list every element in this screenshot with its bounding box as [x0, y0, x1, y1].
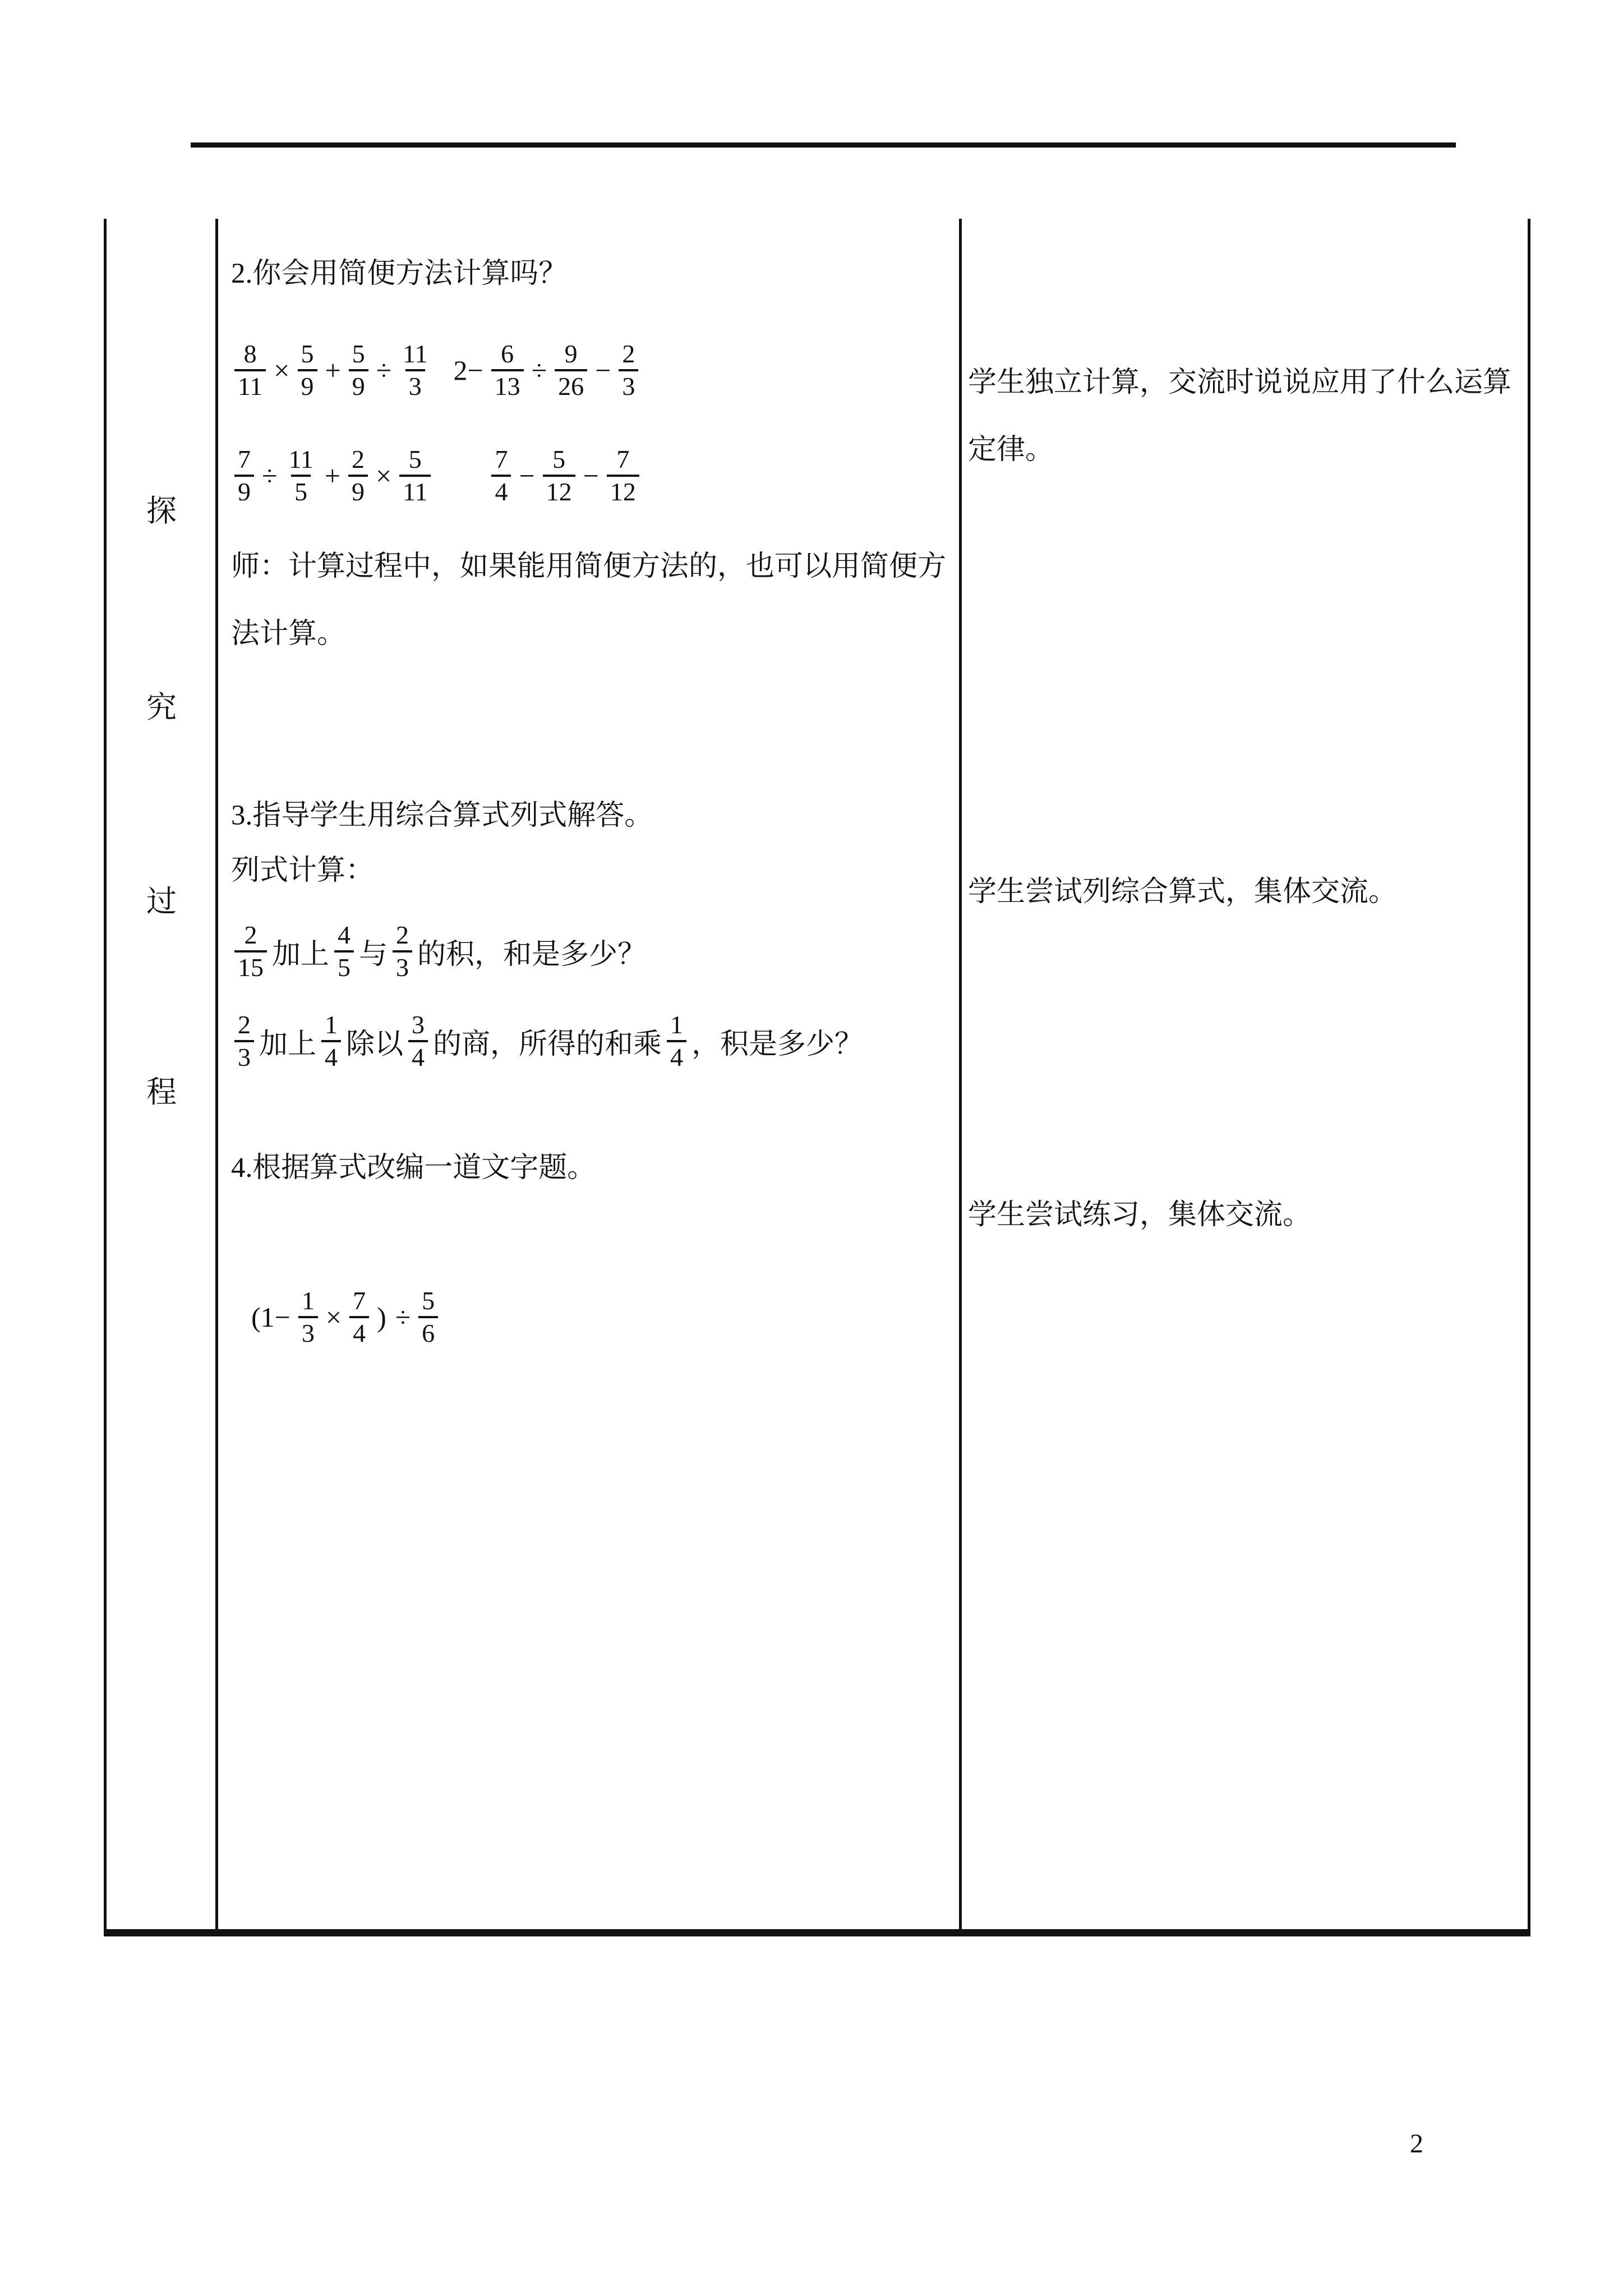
expression-spacer — [434, 370, 449, 371]
fraction — [399, 444, 431, 508]
fraction-numerator: 5 — [552, 444, 566, 473]
fraction-denominator: 12 — [607, 475, 639, 507]
fraction-denominator: 13 — [491, 369, 524, 402]
fraction — [234, 339, 266, 402]
fraction-numerator: 7 — [238, 444, 251, 473]
fraction — [393, 920, 412, 983]
fraction-denominator: 5 — [334, 950, 354, 983]
fraction — [348, 444, 368, 508]
fraction — [399, 339, 431, 402]
fraction-denominator: 11 — [399, 475, 431, 507]
fraction-numerator: 6 — [501, 339, 514, 368]
fraction — [418, 1286, 438, 1349]
fraction-numerator: 5 — [301, 339, 314, 368]
fraction — [607, 444, 639, 508]
fraction-numerator: 1 — [325, 1010, 338, 1039]
fraction-denominator: 15 — [234, 950, 267, 983]
stage-char-4: 程 — [146, 1075, 177, 1109]
expression-text: ) — [377, 1301, 386, 1333]
expression-text: 与 — [359, 939, 388, 970]
fraction — [234, 920, 267, 983]
fraction — [285, 444, 316, 508]
fraction — [298, 339, 317, 402]
expression-text: (1− — [251, 1301, 291, 1333]
fraction — [491, 339, 524, 402]
expression-text: + — [324, 460, 340, 491]
table-border-bottom — [104, 1929, 1530, 1936]
fraction-denominator: 26 — [555, 369, 587, 402]
fraction-denominator: 9 — [348, 475, 368, 507]
student-note-3: 学生尝试练习，集体交流。 — [968, 1199, 1312, 1231]
fraction-denominator: 3 — [405, 369, 425, 402]
table-divider-notes — [959, 219, 962, 1936]
fraction-numerator: 7 — [495, 444, 508, 473]
fraction-denominator: 4 — [491, 475, 511, 507]
fraction — [619, 339, 638, 402]
stage-char-1: 探 — [146, 494, 177, 528]
fraction-denominator: 4 — [349, 1316, 369, 1349]
fraction-denominator: 9 — [298, 369, 317, 402]
fraction-numerator: 2 — [622, 339, 635, 368]
expression-text: ÷ — [376, 355, 392, 386]
fraction-numerator: 3 — [412, 1010, 425, 1039]
expression-text: + — [325, 355, 341, 386]
fraction-denominator: 3 — [393, 950, 412, 983]
fraction — [349, 1286, 369, 1349]
expression-text: ÷ — [531, 355, 547, 386]
header-rule — [191, 142, 1456, 148]
fraction-numerator: 5 — [422, 1286, 435, 1315]
fraction — [667, 1010, 686, 1073]
fraction — [298, 1286, 318, 1349]
expression-text: − — [519, 460, 535, 491]
fraction — [408, 1010, 428, 1073]
expression-text: ，积是多少？ — [691, 1029, 864, 1060]
fraction-numerator: 7 — [616, 444, 630, 473]
expression-text: ÷ — [262, 460, 278, 491]
expression-text: 的商，所得的和乘 — [433, 1029, 662, 1060]
stage-char-3: 过 — [146, 885, 177, 918]
fraction — [321, 1010, 341, 1073]
fraction-numerator: 11 — [288, 444, 313, 473]
expression-text: 2− — [453, 355, 483, 386]
table-border-left — [104, 219, 107, 1936]
expression-text: 除以 — [346, 1029, 404, 1060]
fraction-denominator: 9 — [234, 475, 254, 507]
fraction-numerator: 4 — [338, 920, 351, 949]
fraction-numerator: 7 — [353, 1286, 366, 1315]
word-problem-1 — [231, 913, 648, 990]
fraction-denominator: 5 — [291, 475, 311, 507]
fraction-denominator: 3 — [298, 1316, 318, 1349]
fraction-denominator: 4 — [321, 1040, 341, 1073]
question-2-title: 2.你会用简便方法计算吗？ — [231, 258, 568, 289]
student-note-2: 学生尝试列综合算式，集体交流。 — [968, 876, 1398, 908]
fraction-denominator: 4 — [667, 1040, 686, 1073]
column-calc-label: 列式计算： — [231, 855, 375, 886]
table-border-right — [1528, 219, 1530, 1936]
stage-char-2: 究 — [146, 691, 177, 724]
question-3-title: 3.指导学生用综合算式列式解答。 — [231, 800, 653, 831]
fraction-numerator: 2 — [396, 920, 409, 949]
question-4-title: 4.根据算式改编一道文字题。 — [231, 1152, 596, 1184]
fraction-numerator: 5 — [352, 339, 365, 368]
expression-text: ÷ — [395, 1301, 411, 1333]
expression-row-3 — [247, 1272, 441, 1362]
expression-text: × — [274, 355, 290, 386]
word-problem-2 — [231, 1003, 865, 1079]
fraction — [234, 444, 254, 508]
fraction — [543, 444, 575, 508]
expression-row-1 — [231, 332, 642, 408]
expression-text: × — [375, 460, 392, 491]
fraction-numerator: 1 — [670, 1010, 684, 1039]
fraction-numerator: 8 — [243, 339, 257, 368]
fraction — [349, 339, 368, 402]
fraction — [491, 444, 511, 508]
fraction-denominator: 4 — [408, 1040, 428, 1073]
fraction-denominator: 9 — [349, 369, 368, 402]
expression-row-2 — [231, 438, 643, 514]
student-note-1-line-2: 定律。 — [968, 434, 1054, 466]
fraction-denominator: 6 — [418, 1316, 438, 1349]
fraction — [334, 920, 354, 983]
teacher-note-line-1: 师：计算过程中，如果能用简便方法的，也可以用简便方 — [231, 551, 947, 582]
fraction-denominator: 11 — [234, 369, 266, 402]
fraction-numerator: 1 — [301, 1286, 315, 1315]
fraction-numerator: 5 — [408, 444, 422, 473]
student-note-1-line-1: 学生独立计算，交流时说说应用了什么运算 — [968, 367, 1512, 398]
fraction-denominator: 3 — [234, 1040, 254, 1073]
expression-text: 加上 — [272, 939, 330, 970]
expression-text: × — [325, 1301, 342, 1333]
table-divider-stage — [215, 219, 218, 1936]
fraction-denominator: 3 — [619, 369, 638, 402]
fraction-denominator: 12 — [543, 475, 575, 507]
fraction-numerator: 2 — [351, 444, 365, 473]
fraction-numerator: 2 — [238, 1010, 251, 1039]
expression-text: 加上 — [259, 1029, 317, 1060]
fraction — [555, 339, 587, 402]
fraction-numerator: 2 — [244, 920, 257, 949]
expression-spacer — [434, 475, 488, 476]
fraction-numerator: 11 — [403, 339, 428, 368]
expression-text: − — [595, 355, 611, 386]
fraction — [234, 1010, 254, 1073]
expression-text: − — [583, 460, 599, 491]
fraction-numerator: 9 — [564, 339, 578, 368]
page-number: 2 — [1410, 2129, 1423, 2159]
expression-text: 的积，和是多少？ — [417, 939, 647, 970]
teacher-note-line-2: 法计算。 — [231, 618, 346, 650]
